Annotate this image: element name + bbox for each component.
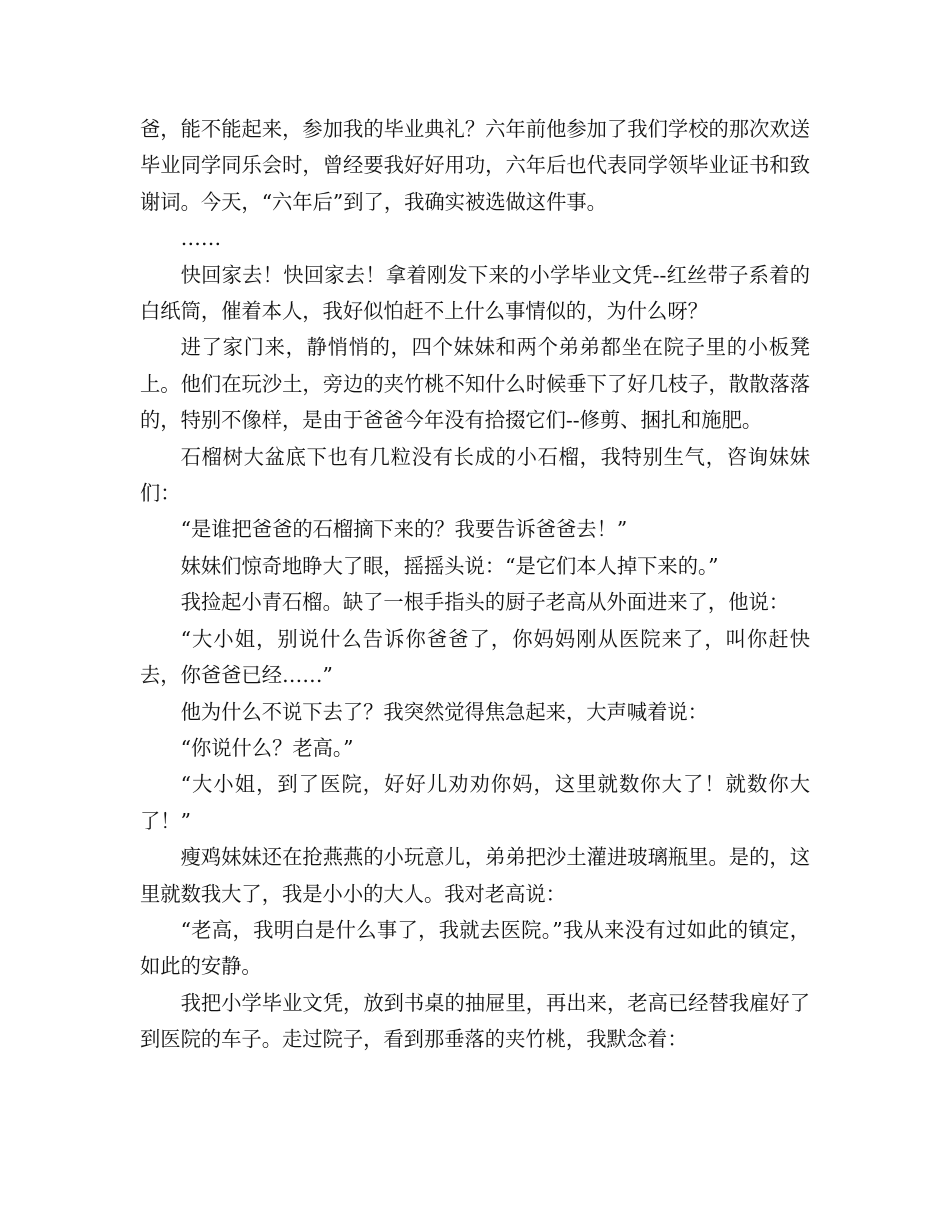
document-body	[140, 111, 810, 1058]
paragraph-10: 他为什么不说下去了？我突然觉得焦急起来，大声喊着说：	[180, 699, 708, 724]
paragraph-11: “你说什么？老高。”	[180, 735, 354, 760]
paragraph-ellipsis: ……	[180, 226, 222, 251]
paragraph-3: 快回家去！快回家去！拿着刚发下来的小学毕业文凭--红丝带子系着的白纸筒，催着本人，我好似怕赶不上什么事情似的，为什么呀？	[140, 262, 810, 324]
paragraph-1: 爸，能不能起来，参加我的毕业典礼？六年前他参加了我们学校的那次欢送毕业同学同乐会时，曾经要我好好用功，六年后也代表同学领毕业证书和致谢词。今天，“六年后”到了，我确实被选做这件事。	[140, 117, 810, 214]
paragraph-7: 妹妹们惊奇地睁大了眼，摇摇头说：“是它们本人掉下来的。”	[180, 553, 719, 578]
paragraph-13: 瘦鸡妹妹还在抢燕燕的小玩意儿，弟弟把沙土灌进玻璃瓶里。是的，这里就数我大了，我是小小的大人。我对老高说：	[140, 845, 810, 906]
paragraph-6: “是谁把爸爸的石榴摘下来的？我要告诉爸爸去！”	[180, 517, 628, 542]
paragraph-5: 石榴树大盆底下也有几粒没有长成的小石榴，我特别生气，咨询妹妹们：	[140, 444, 810, 506]
paragraph-15: 我把小学毕业文凭，放到书桌的抽屉里，再出来，老高已经替我雇好了到医院的车子。走过院子，看到那垂落的夹竹桃，我默念着：	[140, 990, 810, 1052]
paragraph-12: “大小姐，到了医院，好好儿劝劝你妈，这里就数你大了！就数你大了！”	[140, 772, 810, 833]
paragraph-8: 我捡起小青石榴。缺了一根手指头的厨子老高从外面进来了，他说：	[180, 590, 790, 615]
paragraph-4: 进了家门来，静悄悄的，四个妹妹和两个弟弟都坐在院子里的小板凳上。他们在玩沙土，旁边的夹竹桃不知什么时候垂下了好几枝子，散散落落的，特别不像样，是由于爸爸今年没有拾掇它们--修剪、捆扎和施肥。	[140, 335, 810, 433]
paragraph-9: “大小姐，别说什么告诉你爸爸了，你妈妈刚从医院来了，叫你赶快去，你爸爸已经……”	[140, 626, 810, 688]
paragraph-14: “老高，我明白是什么事了，我就去医院。”我从来没有过如此的镇定，如此的安静。	[140, 917, 810, 979]
